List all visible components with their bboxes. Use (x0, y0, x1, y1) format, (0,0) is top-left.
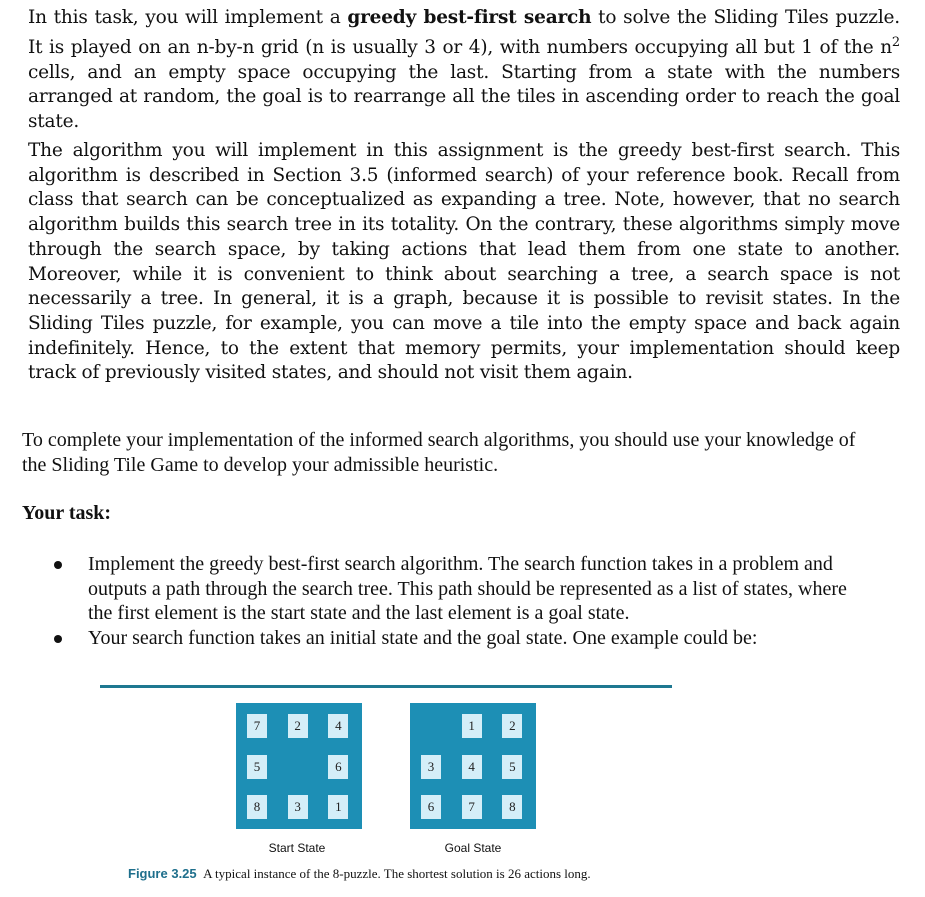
list-item-text: Implement the greedy best-first search algorithm. The search function takes in a problem and outputs a path through the search tree. This path should be represented as a list of states, where the first element is the start state and the last element is a goal state. (88, 553, 847, 624)
intro-superscript: 2 (891, 34, 900, 50)
puzzle-tile (240, 788, 277, 825)
puzzle-tile (455, 707, 492, 744)
puzzle-tile (455, 788, 492, 825)
intro-text-1: In this task, you will implement a (28, 7, 348, 28)
tile-label: 2 (502, 714, 522, 738)
puzzle-tile (281, 788, 318, 825)
tile-label: 7 (247, 714, 267, 738)
puzzle-tile (240, 748, 277, 785)
tile-label: 6 (328, 755, 348, 779)
task-heading: Your task: (22, 502, 112, 524)
puzzle-tile (495, 788, 532, 825)
list-item-text: Your search function takes an initial state and the goal state. One example could be: (88, 626, 758, 649)
tile-label: 4 (462, 755, 482, 779)
goal-state-board (410, 703, 536, 829)
blank-tile (281, 748, 318, 785)
figure-divider (100, 685, 672, 688)
tile-label: 3 (288, 795, 308, 819)
bullet-icon (54, 635, 62, 643)
puzzle-tile (495, 707, 532, 744)
tile-label: 3 (421, 755, 441, 779)
puzzle-tile (414, 788, 451, 825)
task-list (52, 552, 872, 650)
goal-state-label: Goal State (444, 841, 502, 855)
tile-label: 4 (328, 714, 348, 738)
algorithm-paragraph: The algorithm you will implement in this assignment is the greedy best-first search. This algorithm is described in Section 3.5 (informed search) of your reference book. Recall from class that search can be conceptualized as expanding a tree. Note, however, that no search algorithm builds this search tree in its totality. On the contrary, these algorithms simply move through the search space, by taking actions that lead them from one state to another. Moreover, while it is convenient to think about searching a tree, a search space is not necessarily a tree. In general, it is a graph, because it is possible to revisit states. In the Sliding Tiles puzzle, for example, you can move a tile into the empty space and back again indefinitely. Hence, to the extent that memory permits, your implementation should keep track of previously visited states, and should not visit them again. (28, 140, 900, 384)
tile-label: 1 (328, 795, 348, 819)
bullet-icon (54, 561, 62, 569)
tile-label: 2 (288, 714, 308, 738)
list-item (52, 552, 872, 626)
puzzle-tile (414, 748, 451, 785)
blank-tile (414, 707, 451, 744)
puzzle-tile (281, 707, 318, 744)
puzzle-tile (455, 748, 492, 785)
tile-label: 8 (502, 795, 522, 819)
tile-label: 1 (462, 714, 482, 738)
start-state-board (236, 703, 362, 829)
puzzle-tile (321, 707, 358, 744)
tile-label: 6 (421, 795, 441, 819)
intro-text-2: to solve the Sliding Tiles puzzle. It is played on an n-by-n grid (n is usually 3 or 4), with numbers occupying all but 1 of the n (28, 7, 900, 58)
start-state-label: Start State (268, 841, 326, 855)
figure-caption (128, 866, 591, 882)
tile-label: 7 (462, 795, 482, 819)
puzzle-tile (321, 748, 358, 785)
list-item (52, 626, 872, 651)
figure-caption-text: A typical instance of the 8-puzzle. The shortest solution is 26 actions long. (203, 866, 591, 881)
tile-label: 5 (502, 755, 522, 779)
tile-label: 5 (247, 755, 267, 779)
intro-paragraph (28, 6, 900, 135)
heuristic-paragraph: To complete your implementation of the informed search algorithms, you should use your knowledge of the Sliding Tile Game to develop your admissible heuristic. (22, 429, 856, 476)
tile-label: 8 (247, 795, 267, 819)
puzzle-tile (240, 707, 277, 744)
puzzle-tile (495, 748, 532, 785)
intro-bold-term: greedy best-first search (347, 7, 592, 28)
intro-text-3: cells, and an empty space occupying the last. Starting from a state with the numbers arranged at random, the goal is to rearrange all the tiles in ascending order to reach the goal state. (28, 61, 900, 132)
figure-number: Figure 3.25 (128, 866, 197, 881)
puzzle-tile (321, 788, 358, 825)
